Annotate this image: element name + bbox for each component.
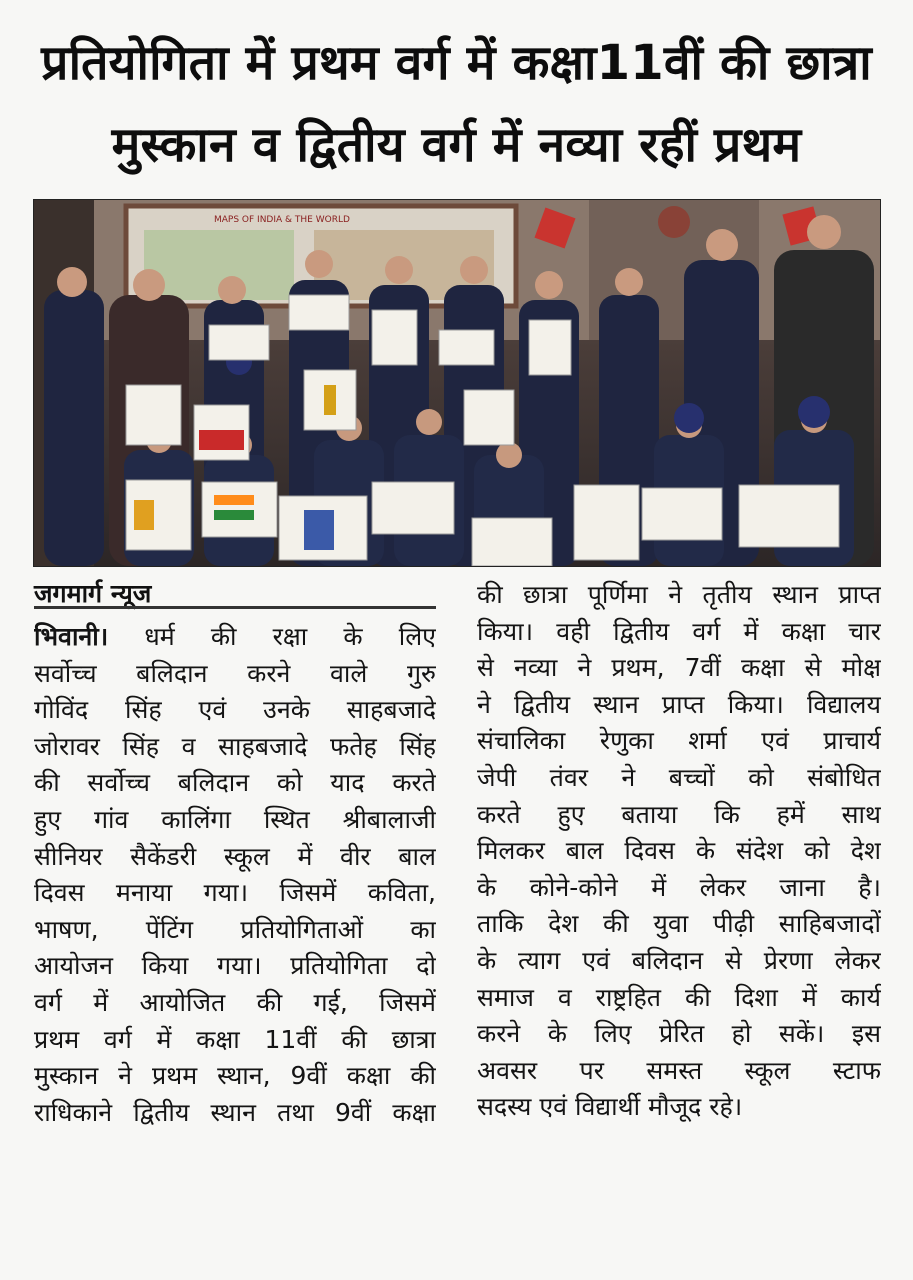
article-line: दिवस मनाया गया। जिसमें कविता, [34, 878, 436, 908]
article-line: प्रथम वर्ग में कक्षा 11वीं की छात्रा [34, 1024, 436, 1054]
article-line: ने द्वितीय स्थान प्राप्त किया। विद्यालय [477, 689, 881, 719]
article-line: हुए गांव कालिंगा स्थित श्रीबालाजी [34, 804, 436, 834]
photo-illustration [34, 200, 880, 566]
article-line: ताकि देश की युवा पीढ़ी साहिबजादों [477, 909, 881, 939]
article-line: से नव्या ने प्रथम, 7वीं कक्षा से मोक्ष [477, 653, 881, 683]
article-line: भाषण, पेंटिंग प्रतियोगिताओं का [34, 914, 436, 944]
article-line: की सर्वोच्च बलिदान को याद करते [34, 768, 436, 798]
article-line: संचालिका रेणुका शर्मा एवं प्राचार्य [477, 726, 881, 756]
headline-line-1: प्रतियोगिता में प्रथम वर्ग में कक्षा11वीं की छात्रा [41, 35, 872, 91]
article-line: करने के लिए प्रेरित हो सकें। इस [477, 1019, 881, 1049]
article-column-right [477, 577, 881, 1126]
article-line: गोविंद सिंह एवं उनके साहबजादे [34, 695, 436, 725]
article-line: राधिकाने द्वितीय स्थान तथा 9वीं कक्षा [34, 1097, 436, 1127]
article-line: करते हुए बताया कि हमें साथ [477, 799, 881, 829]
headline [18, 22, 895, 186]
poster-caption: MAPS OF INDIA & THE WORLD [214, 215, 350, 225]
article-line: सर्वोच्च बलिदान करने वाले गुरु [34, 658, 436, 688]
article-line: सीनियर सैकेंडरी स्कूल में वीर बाल [34, 841, 436, 871]
article-line [34, 619, 436, 656]
article-line: आयोजन किया गया। प्रतियोगिता दो [34, 951, 436, 981]
article-line: जोरावर सिंह व साहबजादे फतेह सिंह [34, 731, 436, 761]
byline: जगमार्ग न्यूज [34, 579, 152, 608]
article-line: वर्ग में आयोजित की गई, जिसमें [34, 987, 436, 1017]
article-column-left [34, 619, 436, 1131]
article-line: जेपी तंवर ने बच्चों को संबोधित [477, 762, 881, 792]
article-line-text: धर्म की रक्षा के लिए [108, 622, 436, 651]
dateline: भिवानी। [34, 622, 109, 651]
article-line: किया। वही द्वितीय वर्ग में कक्षा चार [477, 616, 881, 646]
article-line: के त्याग एवं बलिदान से प्रेरणा लेकर [477, 945, 881, 975]
article-line: अवसर पर समस्त स्कूल स्टाफ [477, 1055, 881, 1085]
headline-line-2: मुस्कान व द्वितीय वर्ग में नव्या रहीं प्रथम [111, 117, 802, 173]
article-line: मिलकर बाल दिवस के संदेश को देश [477, 836, 881, 866]
news-photo [33, 199, 881, 567]
article-line: की छात्रा पूर्णिमा ने तृतीय स्थान प्राप्त [477, 580, 881, 609]
article-line: के कोने-कोने में लेकर जाना है। [477, 872, 881, 902]
byline-divider [34, 606, 436, 609]
article-line: सदस्य एवं विद्यार्थी मौजूद रहे। [477, 1092, 743, 1122]
article-line: मुस्कान ने प्रथम स्थान, 9वीं कक्षा की [34, 1061, 436, 1091]
article-line: समाज व राष्ट्रहित की दिशा में कार्य [477, 982, 881, 1012]
